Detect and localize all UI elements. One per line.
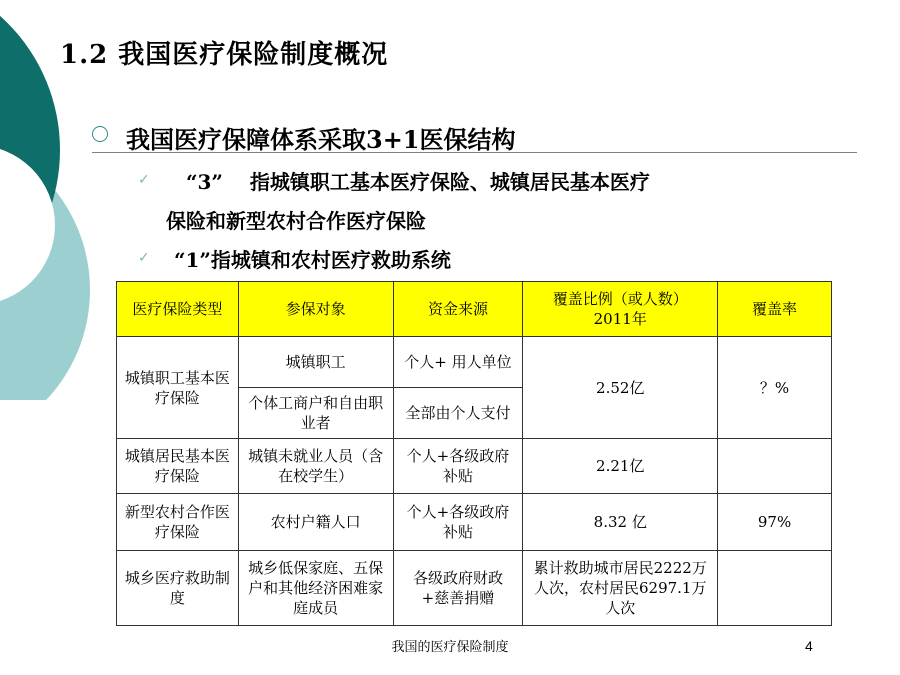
- sub-bullet-2: “1”指城镇和农村医疗救助系统: [174, 248, 451, 272]
- table-row: [117, 551, 832, 626]
- sub-bullet-1-line-2: 保险和新型农村合作医疗保险: [166, 209, 426, 233]
- insured-object-cell: 农村户籍人口: [238, 494, 393, 551]
- table-header-row: [117, 282, 832, 337]
- insurance-type-cell: 城镇职工基本医疗保险: [117, 337, 239, 439]
- fund-source-cell: 个人+ 用人单位: [393, 337, 523, 388]
- coverage-rate-cell: ？%: [718, 337, 832, 439]
- insured-object-cell: 城镇未就业人员（含在校学生）: [238, 439, 393, 494]
- insured-object-cell: 城镇职工: [238, 337, 393, 388]
- table-row: [117, 337, 832, 388]
- header-cell: 参保对象: [238, 282, 393, 337]
- check-icon: ✓: [138, 172, 150, 188]
- coverage-rate-cell: [718, 551, 832, 626]
- fund-source-cell: 全部由个人支付: [393, 388, 523, 439]
- insurance-type-cell: 城乡医疗救助制度: [117, 551, 239, 626]
- fund-source-cell: 各级政府财政+慈善捐赠: [393, 551, 523, 626]
- insurance-table: [116, 281, 832, 626]
- sub-bullet-1-line-1: “3” 指城镇职工基本医疗保险、城镇居民基本医疗: [186, 170, 650, 194]
- header-cell: 覆盖比例（或人数） 2011年: [523, 282, 718, 337]
- fund-source-cell: 个人+各级政府补贴: [393, 439, 523, 494]
- insurance-type-cell: 新型农村合作医疗保险: [117, 494, 239, 551]
- coverage-rate-cell: [718, 439, 832, 494]
- page-number: 4: [805, 638, 813, 654]
- main-bullet-text: 我国医疗保障体系采取3+1医保结构: [126, 125, 516, 154]
- coverage-cell: 8.32 亿: [523, 494, 718, 551]
- table-row: [117, 439, 832, 494]
- fund-source-cell: 个人+各级政府补贴: [393, 494, 523, 551]
- main-bullet: [92, 122, 857, 153]
- header-cell: 资金来源: [393, 282, 523, 337]
- table-row: [117, 494, 832, 551]
- insurance-type-cell: 城镇居民基本医疗保险: [117, 439, 239, 494]
- insured-object-cell: 城乡低保家庭、五保户和其他经济困难家庭成员: [238, 551, 393, 626]
- footer-text: 我国的医疗保险制度: [391, 639, 509, 654]
- check-icon: ✓: [138, 250, 150, 266]
- circle-bullet-icon: [92, 126, 108, 142]
- page-title: 1.2 我国医疗保险制度概况: [60, 40, 389, 70]
- header-cell: 覆盖率: [718, 282, 832, 337]
- header-cell: 医疗保险类型: [117, 282, 239, 337]
- insured-object-cell: 个体工商户和自由职业者: [238, 388, 393, 439]
- coverage-cell: 累计救助城市居民2222万人次，农村居民6297.1万人次: [523, 551, 718, 626]
- coverage-cell: 2.52亿: [523, 337, 718, 439]
- coverage-rate-cell: 97%: [718, 494, 832, 551]
- coverage-cell: 2.21亿: [523, 439, 718, 494]
